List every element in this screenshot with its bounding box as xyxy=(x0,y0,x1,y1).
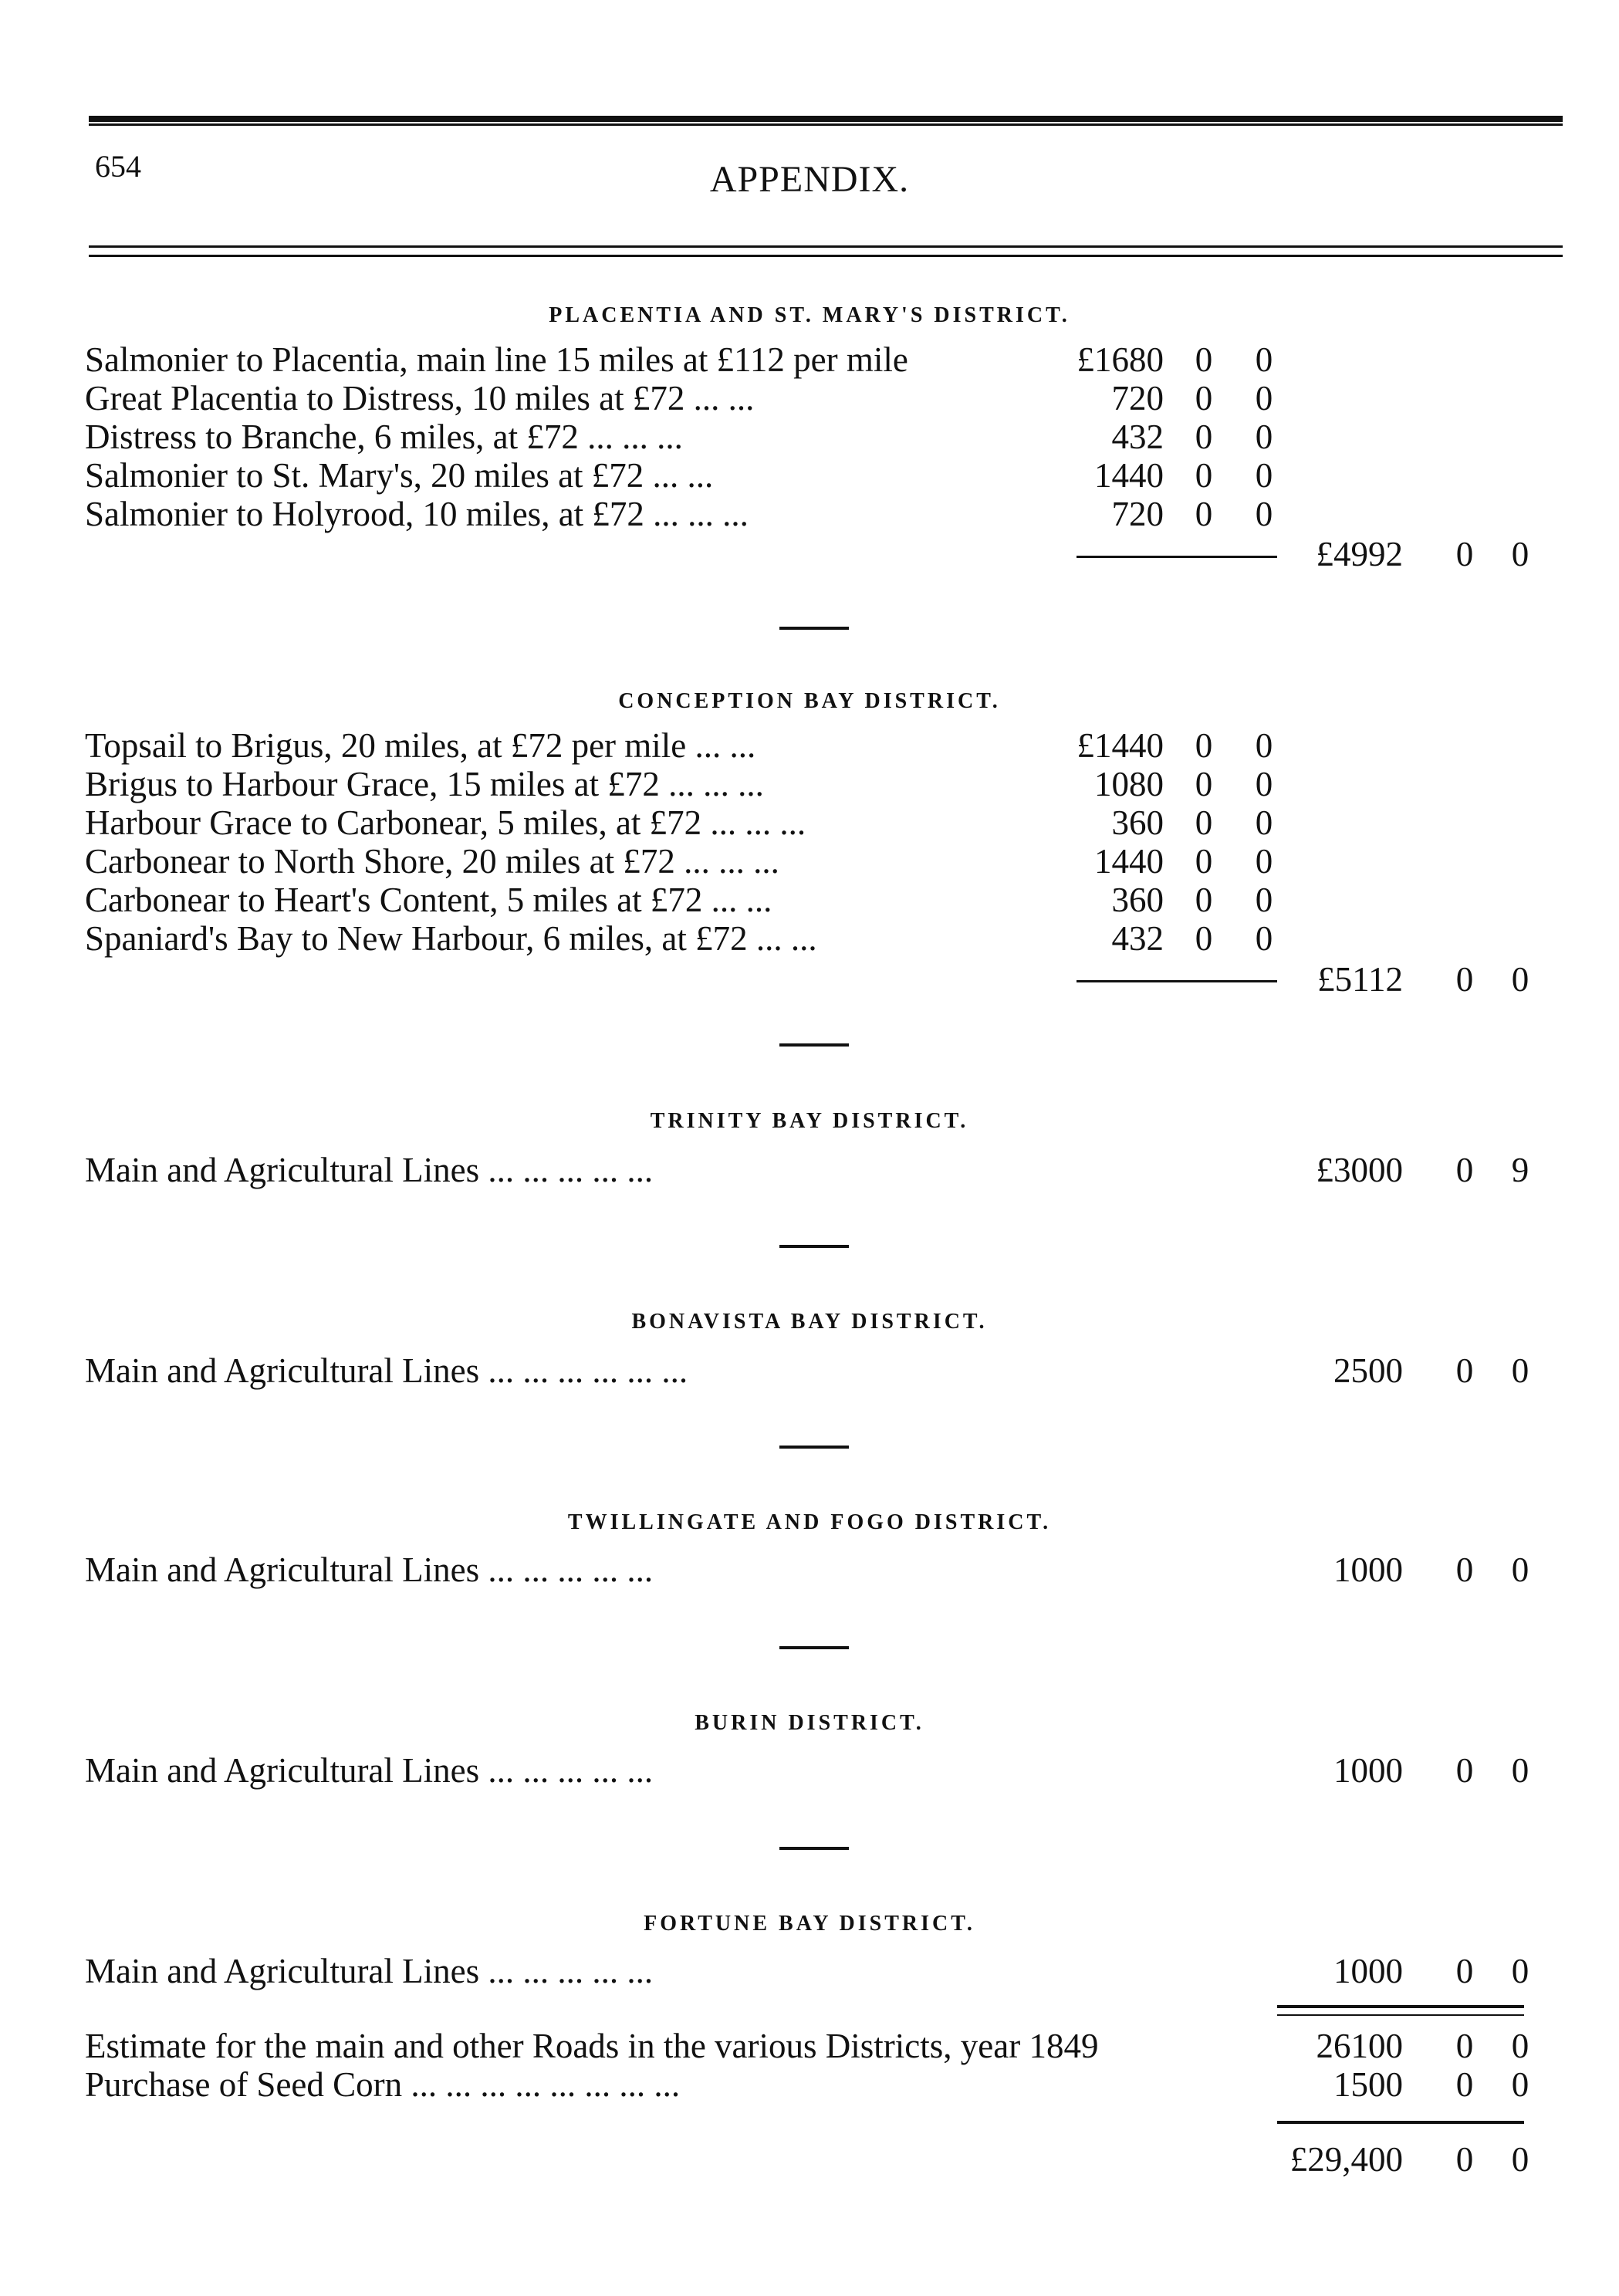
row-description: Main and Agricultural Lines ... ... ... ... ... xyxy=(85,1550,654,1589)
subtotal-amount: £5112 xyxy=(1317,960,1403,999)
subtotal-shillings: 0 xyxy=(1455,960,1474,999)
row-shillings: 0 xyxy=(1195,842,1213,881)
summary-row xyxy=(0,2064,1619,2108)
row-shillings: 0 xyxy=(1195,881,1213,919)
row-description: Salmonier to Holyrood, 10 miles, at £72 ... ... ... xyxy=(85,495,749,533)
table-row xyxy=(0,455,1619,499)
row-shillings: 0 xyxy=(1455,2027,1474,2065)
grand-total-pence: 0 xyxy=(1511,2140,1529,2179)
row-shillings: 0 xyxy=(1455,1952,1474,1990)
row-shillings: 0 xyxy=(1195,379,1213,418)
summary-row xyxy=(0,2026,1619,2069)
row-shillings: 0 xyxy=(1455,1351,1474,1390)
row-pence: 0 xyxy=(1255,919,1273,958)
table-row xyxy=(0,725,1619,769)
row-description: Estimate for the main and other Roads in the various Districts, year 1849 xyxy=(85,2027,1099,2065)
row-shillings: 0 xyxy=(1195,919,1213,958)
row-amount: 1440 xyxy=(1094,456,1164,495)
row-amount: 720 xyxy=(1111,495,1164,533)
row-amount: 2500 xyxy=(1333,1351,1403,1390)
row-description: Brigus to Harbour Grace, 15 miles at £72 ... ... ... xyxy=(85,765,764,803)
row-amount: 720 xyxy=(1111,379,1164,418)
table-row xyxy=(0,918,1619,962)
row-pence: 0 xyxy=(1511,1550,1529,1589)
row-description: Main and Agricultural Lines ... ... ... ... ... xyxy=(85,1151,654,1189)
row-shillings: 0 xyxy=(1195,456,1213,495)
table-row xyxy=(0,340,1619,383)
row-amount: £1680 xyxy=(1077,340,1164,379)
table-row xyxy=(0,1351,1619,1394)
row-pence: 0 xyxy=(1511,2065,1529,2104)
row-amount: 26100 xyxy=(1316,2027,1403,2065)
section-divider xyxy=(779,1043,849,1047)
row-description: Main and Agricultural Lines ... ... ... ... ... ... xyxy=(85,1351,688,1390)
row-shillings: 0 xyxy=(1455,1751,1474,1790)
row-shillings: 0 xyxy=(1195,765,1213,803)
grand-total-amount: £29,400 xyxy=(1289,2140,1403,2179)
header-rule-top xyxy=(89,116,1563,122)
grand-total-rule xyxy=(1277,2121,1524,2124)
district-title-trinity: TRINITY BAY DISTRICT. xyxy=(650,1109,969,1133)
row-amount: 360 xyxy=(1111,881,1164,919)
total-rule-thin xyxy=(1277,2014,1524,2016)
row-description: Salmonier to Placentia, main line 15 miles at £112 per mile xyxy=(85,340,908,379)
row-pence: 0 xyxy=(1255,881,1273,919)
row-pence: 0 xyxy=(1255,340,1273,379)
row-amount: 432 xyxy=(1111,919,1164,958)
header-rule-top-thin xyxy=(89,123,1563,126)
subtotal-amount: £4992 xyxy=(1316,535,1403,573)
row-pence: 0 xyxy=(1511,1751,1529,1790)
row-shillings: 0 xyxy=(1455,2065,1474,2104)
subtotal-row xyxy=(0,959,1619,1003)
row-pence: 0 xyxy=(1255,765,1273,803)
row-shillings: 0 xyxy=(1195,495,1213,533)
table-row xyxy=(0,841,1619,884)
section-divider xyxy=(779,1446,849,1449)
header-rule-bottom xyxy=(89,245,1563,248)
district-title-bonavista: BONAVISTA BAY DISTRICT. xyxy=(631,1310,988,1334)
total-rule xyxy=(1277,2005,1524,2008)
row-shillings: 0 xyxy=(1195,803,1213,842)
row-shillings: 0 xyxy=(1195,340,1213,379)
row-description: Main and Agricultural Lines ... ... ... ... ... xyxy=(85,1952,654,1990)
row-pence: 0 xyxy=(1255,842,1273,881)
row-description: Harbour Grace to Carbonear, 5 miles, at £72 ... ... ... xyxy=(85,803,806,842)
section-divider xyxy=(779,1847,849,1850)
district-title-burin: BURIN DISTRICT. xyxy=(695,1711,924,1735)
row-amount: 432 xyxy=(1111,418,1164,456)
row-pence: 0 xyxy=(1255,803,1273,842)
table-row xyxy=(0,1951,1619,1994)
row-pence: 0 xyxy=(1255,456,1273,495)
table-row xyxy=(0,494,1619,537)
subtotal-pence: 0 xyxy=(1511,535,1529,573)
row-amount: 360 xyxy=(1111,803,1164,842)
row-pence: 0 xyxy=(1255,726,1273,765)
section-divider xyxy=(779,627,849,630)
row-pence: 9 xyxy=(1511,1151,1529,1189)
row-description: Salmonier to St. Mary's, 20 miles at £72 ... ... xyxy=(85,456,714,495)
row-description: Purchase of Seed Corn ... ... ... ... ... ... ... ... xyxy=(85,2065,681,2104)
row-description: Topsail to Brigus, 20 miles, at £72 per mile ... ... xyxy=(85,726,756,765)
row-pence: 0 xyxy=(1511,2027,1529,2065)
grand-total-shillings: 0 xyxy=(1455,2140,1474,2179)
table-row xyxy=(0,1550,1619,1593)
row-amount: £3000 xyxy=(1316,1151,1403,1189)
row-pence: 0 xyxy=(1511,1351,1529,1390)
table-row xyxy=(0,417,1619,460)
table-row xyxy=(0,764,1619,807)
row-description: Main and Agricultural Lines ... ... ... ... ... xyxy=(85,1751,654,1790)
row-description: Great Placentia to Distress, 10 miles at £72 ... ... xyxy=(85,379,755,418)
subtotal-shillings: 0 xyxy=(1455,535,1474,573)
row-shillings: 0 xyxy=(1195,418,1213,456)
row-amount: 1500 xyxy=(1333,2065,1403,2104)
table-row xyxy=(0,378,1619,421)
row-pence: 0 xyxy=(1511,1952,1529,1990)
row-amount: 1000 xyxy=(1333,1550,1403,1589)
subtotal-row xyxy=(0,534,1619,577)
section-divider xyxy=(779,1245,849,1248)
row-amount: 1080 xyxy=(1094,765,1164,803)
table-row xyxy=(0,1750,1619,1794)
row-description: Spaniard's Bay to New Harbour, 6 miles, at £72 ... ... xyxy=(85,919,817,958)
row-pence: 0 xyxy=(1255,418,1273,456)
row-amount: 1000 xyxy=(1333,1952,1403,1990)
row-pence: 0 xyxy=(1255,379,1273,418)
district-title-conception: CONCEPTION BAY DISTRICT. xyxy=(618,689,1001,713)
row-description: Carbonear to Heart's Content, 5 miles at £72 ... ... xyxy=(85,881,772,919)
header-rule-bottom-2 xyxy=(89,255,1563,257)
row-shillings: 0 xyxy=(1195,726,1213,765)
district-title-placentia: PLACENTIA AND ST. MARY'S DISTRICT. xyxy=(549,303,1070,327)
running-head: APPENDIX. xyxy=(709,159,910,200)
district-title-fortune: FORTUNE BAY DISTRICT. xyxy=(644,1912,975,1936)
district-title-twillingate: TWILLINGATE AND FOGO DISTRICT. xyxy=(567,1510,1052,1534)
table-row xyxy=(0,803,1619,846)
subtotal-pence: 0 xyxy=(1511,960,1529,999)
table-row xyxy=(0,880,1619,923)
row-description: Distress to Branche, 6 miles, at £72 ... ... ... xyxy=(85,418,683,456)
row-description: Carbonear to North Shore, 20 miles at £72 ... ... ... xyxy=(85,842,779,881)
row-shillings: 0 xyxy=(1455,1550,1474,1589)
row-amount: £1440 xyxy=(1077,726,1164,765)
row-pence: 0 xyxy=(1255,495,1273,533)
page-number: 654 xyxy=(95,149,141,184)
table-row xyxy=(0,1150,1619,1193)
section-divider xyxy=(779,1646,849,1649)
grand-total-row xyxy=(0,2139,1619,2183)
row-amount: 1440 xyxy=(1094,842,1164,881)
row-amount: 1000 xyxy=(1333,1751,1403,1790)
row-shillings: 0 xyxy=(1455,1151,1474,1189)
